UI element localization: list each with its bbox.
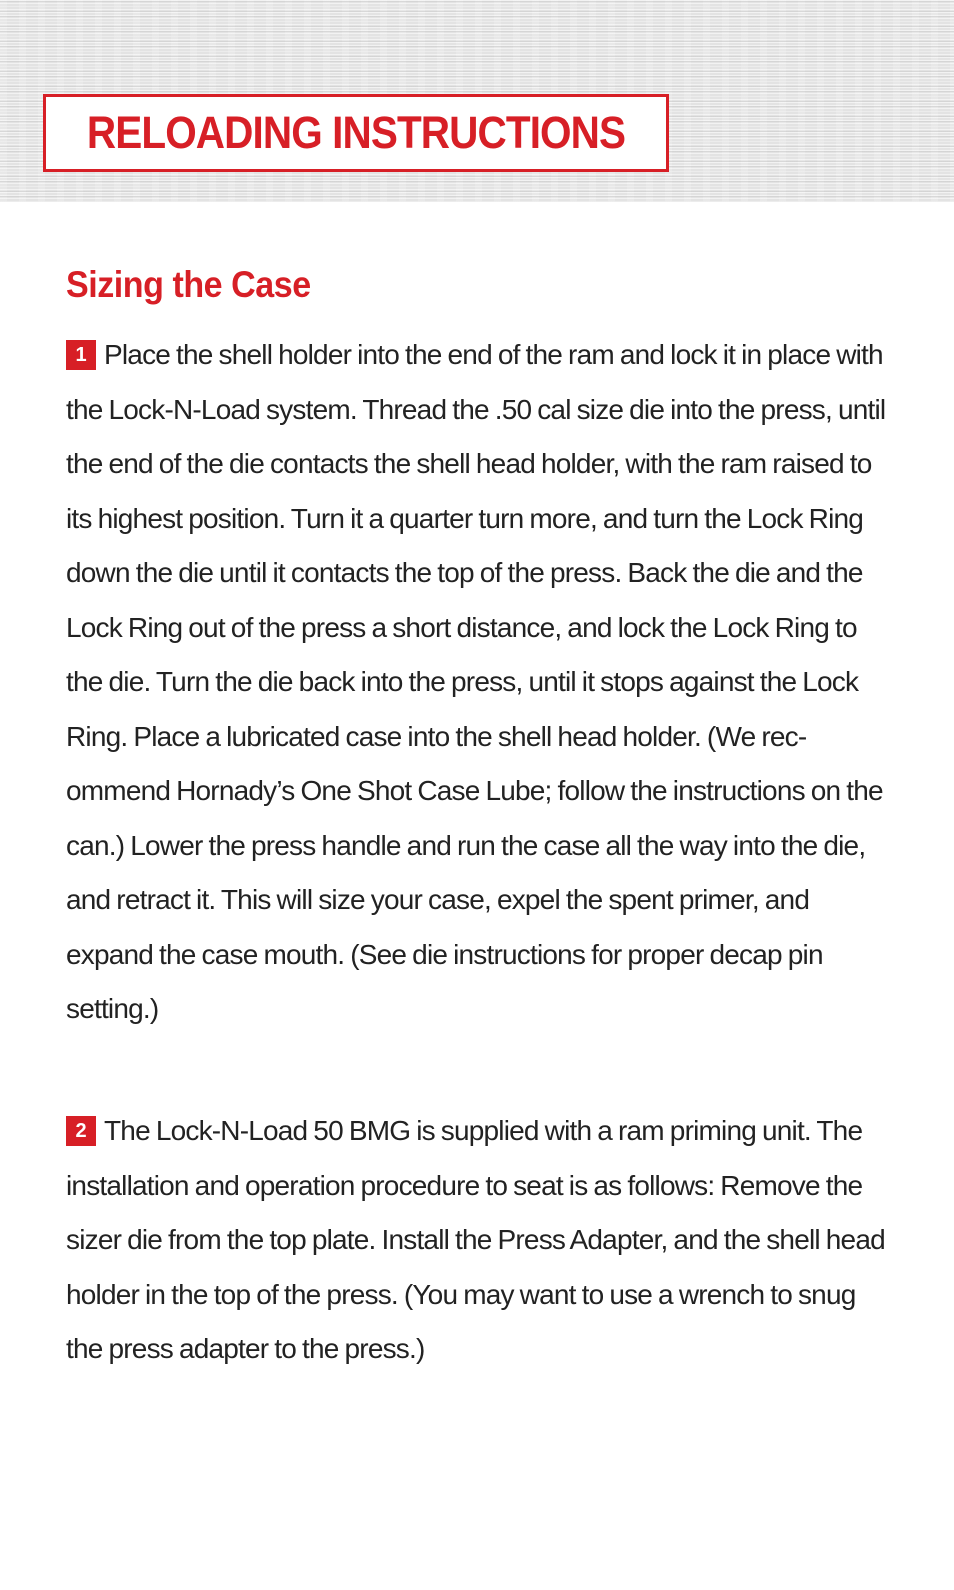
title-box <box>43 94 669 172</box>
section-heading: Sizing the Case <box>66 264 311 305</box>
step-number-badge: 2 <box>66 1116 96 1146</box>
step-paragraph-2 <box>66 1104 888 1377</box>
step-text: Place the shell holder into the end of the ram and lock it in place with the Lock-N-Load system. Thread the .50 cal size die into the press, until the end of the die contacts the shell head holder, with the ram raised to its highest position. Turn it a quarter turn more, and turn the Lock Ring down the die until it contacts the top of the press. Back the die and the Lock Ring out of the press a short distance, and lock the Lock Ring to the die. Turn the die back into the press, until it stops against the Lock Ring. Place a lubricated case into the shell head holder. (We recommend Hornady’s One Shot Case Lube; follow the instructions on the can.) Lower the press handle and run the case all the way into the die, and retract it. This will size your case, expel the spent primer, and expand the case mouth. (See die instructions for proper decap pin setting.) <box>66 339 886 1024</box>
step-text: The Lock-N-Load 50 BMG is supplied with a ram priming unit. The installation and operation procedure to seat is as follows: Remove the sizer die from the top plate. Install the Press Adapter, and the shell head holder in the top of the press. (You may want to use a wrench to snug the press adapter to the press.) <box>66 1115 885 1364</box>
step-number-badge: 1 <box>66 340 96 370</box>
step-paragraph-1 <box>66 328 888 1037</box>
page-title: RELOADING INSTRUCTIONS <box>86 107 626 158</box>
